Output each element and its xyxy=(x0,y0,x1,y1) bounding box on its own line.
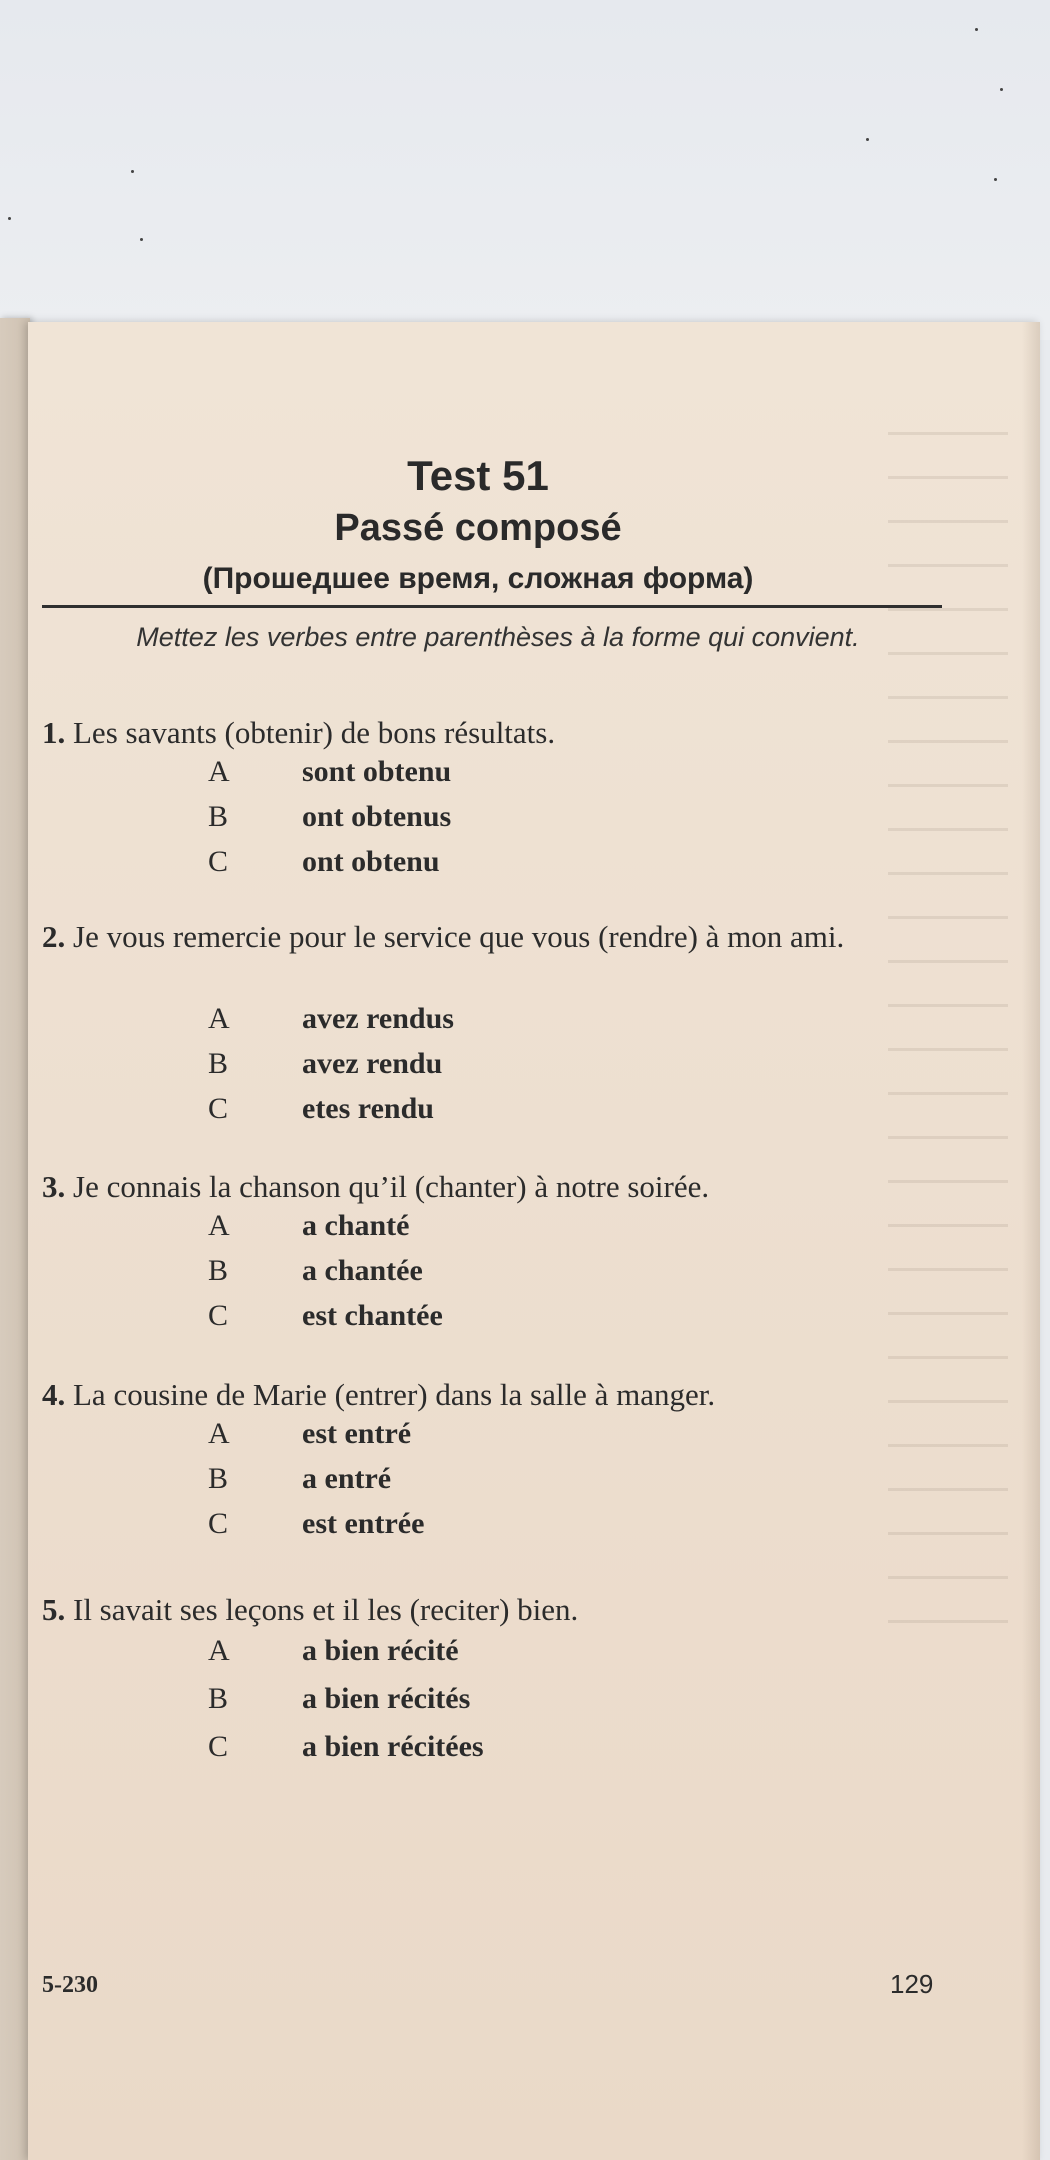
option-letter: C xyxy=(208,845,229,878)
question-3 xyxy=(42,1164,962,1210)
option-text: ont obtenu xyxy=(302,845,440,878)
question-number: 1. xyxy=(42,715,66,750)
question-number: 4. xyxy=(42,1377,66,1412)
option-letter: A xyxy=(208,1634,230,1667)
table-surface xyxy=(0,0,1050,340)
option-text: a bien récitées xyxy=(302,1730,484,1763)
option-text: a chanté xyxy=(302,1209,410,1242)
option-text: ont obtenus xyxy=(302,800,452,833)
option-text: est chantée xyxy=(302,1299,443,1332)
option-text: avez rendu xyxy=(302,1047,443,1080)
question-number: 2. xyxy=(42,919,66,954)
test-title: Test 51 xyxy=(407,452,549,499)
title-divider xyxy=(42,605,942,608)
dust-speck xyxy=(866,138,869,141)
question-text: Je vous remercie pour le service que vous (rendre) à mon ami. xyxy=(73,919,845,954)
page-edge-shadow xyxy=(1022,322,1040,2160)
option-text: a bien récité xyxy=(302,1634,459,1667)
topic-title-russian: (Прошедшее время, сложная форма) xyxy=(202,562,754,595)
dust-speck xyxy=(131,170,134,173)
option-letter: C xyxy=(208,1507,229,1540)
question-text: Les savants (obtenir) de bons résultats. xyxy=(73,715,556,750)
topic-title: Passé composé xyxy=(334,507,622,549)
dust-speck xyxy=(1000,88,1003,91)
option-letter: B xyxy=(208,1047,229,1080)
question-text: La cousine de Marie (entrer) dans la salle à manger. xyxy=(73,1377,716,1412)
question-5 xyxy=(42,1587,962,1633)
question-text: Je connais la chanson qu’il (chanter) à notre soirée. xyxy=(73,1169,710,1204)
option-text: a entré xyxy=(302,1462,392,1495)
option-text: est entrée xyxy=(302,1507,425,1540)
book-page xyxy=(28,322,1040,2160)
option-letter: A xyxy=(208,1417,230,1450)
question-4 xyxy=(42,1372,962,1418)
option-letter: C xyxy=(208,1730,229,1763)
option-letter: C xyxy=(208,1299,229,1332)
page-number: 129 xyxy=(890,1969,934,1999)
dust-speck xyxy=(140,238,143,241)
question-number: 3. xyxy=(42,1169,66,1204)
option-letter: B xyxy=(208,1682,229,1715)
option-text: est entré xyxy=(302,1417,412,1450)
option-letter: A xyxy=(208,755,230,788)
option-text: a chantée xyxy=(302,1254,423,1287)
bleed-through-text xyxy=(888,432,1008,1632)
option-letter: A xyxy=(208,1209,230,1242)
dust-speck xyxy=(994,178,997,181)
option-text: sont obtenu xyxy=(302,755,452,788)
dust-speck xyxy=(975,28,978,31)
question-2 xyxy=(42,914,962,960)
option-letter: A xyxy=(208,1002,230,1035)
option-letter: B xyxy=(208,1462,229,1495)
question-1 xyxy=(42,710,962,756)
question-text: Il savait ses leçons et il les (reciter) bien. xyxy=(73,1592,579,1627)
instruction-text: Mettez les verbes entre parenthèses à la forme qui convient. xyxy=(136,622,860,652)
signature-code: 5-230 xyxy=(42,1972,98,1998)
option-letter: B xyxy=(208,1254,229,1287)
option-text: avez rendus xyxy=(302,1002,454,1035)
question-number: 5. xyxy=(42,1592,66,1627)
option-text: a bien récités xyxy=(302,1682,471,1715)
dust-speck xyxy=(8,217,11,220)
option-letter: C xyxy=(208,1092,229,1125)
left-page-edge xyxy=(0,318,30,2160)
option-text: etes rendu xyxy=(302,1092,434,1125)
option-letter: B xyxy=(208,800,229,833)
